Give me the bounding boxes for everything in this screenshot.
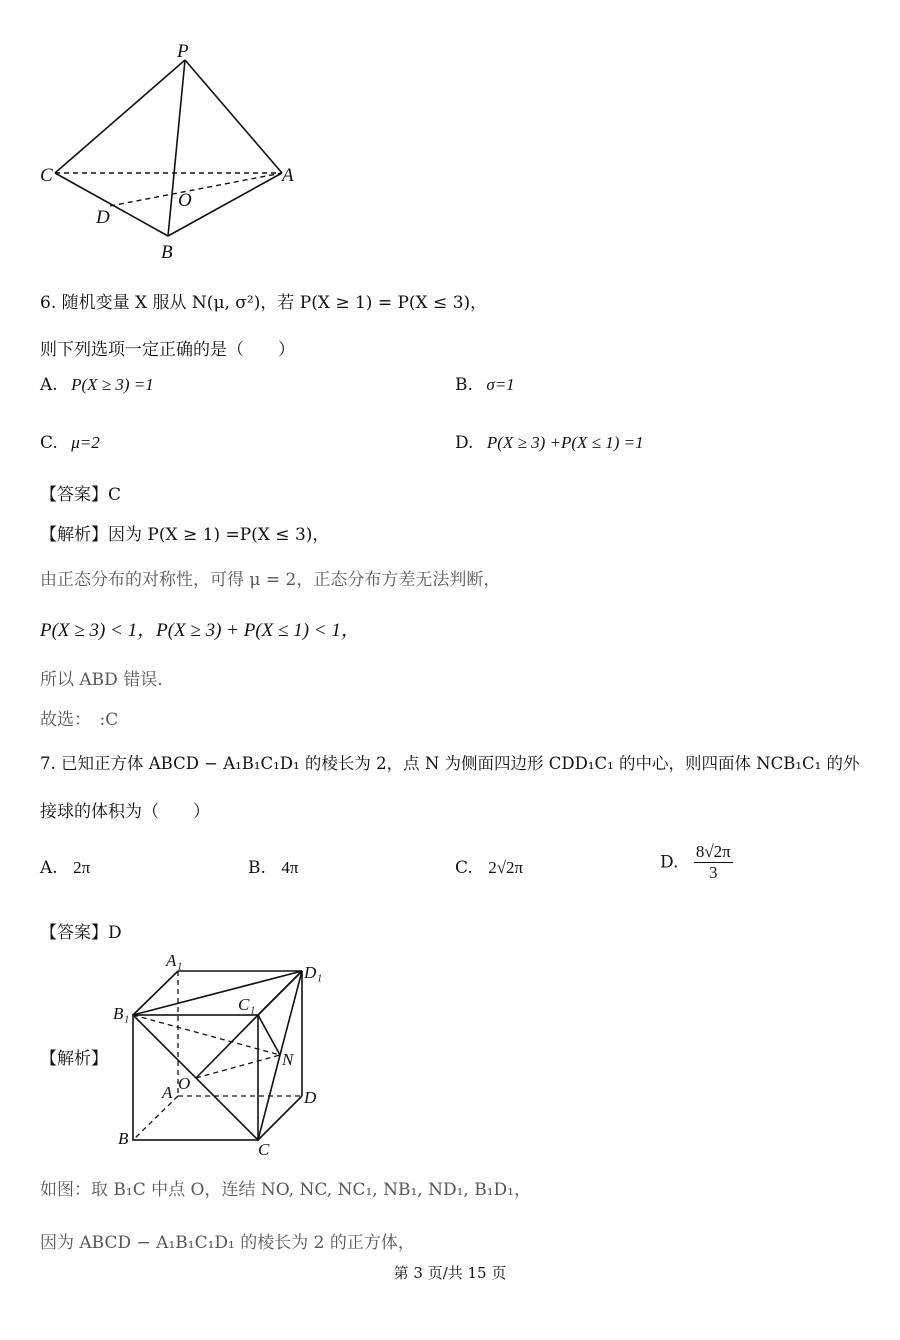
q6-option-c-text: μ=2 xyxy=(71,433,100,452)
q7-stem-line1: 7. 已知正方体 ABCD − A₁B₁C₁D₁ 的棱长为 2，点 N 为侧面四边形 CDD₁C₁ 的中心，则四面体 NCB₁C₁ 的外 xyxy=(40,754,860,773)
label-C: C xyxy=(258,1140,270,1159)
q7-option-a-label: A. xyxy=(40,858,58,878)
q6-option-c xyxy=(40,433,100,453)
label-A: A xyxy=(282,165,294,186)
q6-option-d-label: D. xyxy=(455,433,474,453)
q6-analysis-4: 所以 ABD 错误. xyxy=(40,670,163,690)
label-C1: C₁ xyxy=(238,995,256,1014)
label-O: O xyxy=(178,1074,191,1093)
q7-option-d-label: D. xyxy=(660,852,679,873)
q6-option-b xyxy=(455,375,515,395)
q7-option-c-label: C. xyxy=(455,858,473,878)
page-footer: 第 3 页/共 15 页 xyxy=(393,1264,507,1282)
q6-analysis-1: 【解析】因为 P(X ≥ 1) =P(X ≤ 3)， xyxy=(40,525,330,545)
q6-option-d-text: P(X ≥ 3) +P(X ≤ 1) =1 xyxy=(486,433,644,452)
q7-answer: 【答案】D xyxy=(40,923,122,943)
label-B: B xyxy=(118,1129,129,1148)
q7-option-d xyxy=(660,842,733,883)
label-N: N xyxy=(282,1050,294,1069)
label-P: P xyxy=(177,41,189,62)
q6-option-b-text: σ=1 xyxy=(486,375,515,394)
label-B1: B₁ xyxy=(113,1004,130,1023)
q7-analysis-label: 【解析】 xyxy=(40,1049,108,1069)
q6-option-b-label: B. xyxy=(455,375,473,395)
q6-answer: 【答案】C xyxy=(40,485,122,505)
q7-option-b xyxy=(248,858,298,878)
q7-option-d-numerator: 8√2π xyxy=(695,842,731,861)
q7-option-a-text: 2π xyxy=(73,858,91,877)
q6-option-c-label: C. xyxy=(40,433,58,453)
q7-after-1: 如图：取 B₁C 中点 O，连结 NO, NC, NC₁, NB₁, ND₁, B₁D₁， xyxy=(40,1180,531,1200)
label-D: D xyxy=(96,207,110,228)
label-C: C xyxy=(40,165,53,186)
q6-stem-line2: 则下列选项一定正确的是（ ） xyxy=(40,340,295,360)
q6-option-a-text: P(X ≥ 3) =1 xyxy=(71,375,154,394)
label-B: B xyxy=(161,242,173,263)
q7-option-c-text: 2√2π xyxy=(488,858,524,877)
label-A1: A₁ xyxy=(166,951,183,970)
label-D1: D₁ xyxy=(304,963,323,982)
q6-option-a-label: A. xyxy=(40,375,58,395)
q7-option-a xyxy=(40,858,90,878)
q7-option-b-text: 4π xyxy=(281,858,299,877)
q7-option-d-fraction xyxy=(694,842,733,883)
q6-option-d xyxy=(455,433,644,453)
q7-option-d-denominator: 3 xyxy=(709,863,718,882)
q7-after-2: 因为 ABCD − A₁B₁C₁D₁ 的棱长为 2 的正方体， xyxy=(40,1233,415,1253)
q6-analysis-2: 由正态分布的对称性，可得 μ = 2，正态分布方差无法判断， xyxy=(40,570,501,590)
q7-option-c xyxy=(455,858,523,878)
q6-stem-line1: 6. 随机变量 X 服从 N(μ, σ²)，若 P(X ≥ 1) = P(X ≤ 3)， xyxy=(40,293,488,313)
label-A: A xyxy=(162,1083,173,1102)
q6-analysis-3: P(X ≥ 3) < 1，P(X ≥ 3) + P(X ≤ 1) < 1， xyxy=(40,620,360,641)
q7-stem-line2: 接球的体积为（ ） xyxy=(40,802,210,822)
label-O: O xyxy=(178,190,192,211)
q7-option-b-label: B. xyxy=(248,858,266,878)
q6-option-a xyxy=(40,375,154,395)
pyramid-figure xyxy=(30,40,310,270)
cube-figure xyxy=(110,948,340,1160)
label-D: D xyxy=(304,1088,317,1107)
q6-analysis-5: 故选： :C xyxy=(40,710,119,730)
